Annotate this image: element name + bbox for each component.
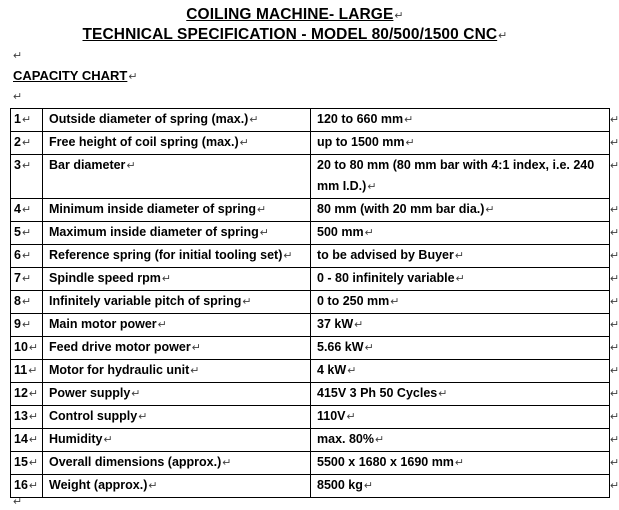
parameter-cell bbox=[43, 132, 311, 155]
end-of-cell-mark-icon: ↵ bbox=[485, 204, 495, 216]
value-cell bbox=[311, 406, 610, 429]
value-cell-text: 8500 kg bbox=[317, 478, 363, 492]
parameter-cell bbox=[43, 155, 311, 199]
end-of-cell-mark-icon: ↵ bbox=[455, 273, 465, 285]
row-number-text: 1 bbox=[14, 112, 21, 126]
end-of-cell-mark-icon: ↵ bbox=[28, 434, 39, 446]
parameter-cell bbox=[43, 360, 311, 383]
parameter-cell bbox=[43, 245, 311, 268]
row-number bbox=[11, 452, 43, 475]
parameter-cell-text: Outside diameter of spring (max.) bbox=[49, 112, 249, 126]
row-number bbox=[11, 222, 43, 245]
row-number-text: 16 bbox=[14, 478, 28, 492]
row-number-text: 7 bbox=[14, 271, 21, 285]
value-cell-text: 0 - 80 infinitely variable bbox=[317, 271, 455, 285]
end-of-cell-mark-icon: ↵ bbox=[28, 342, 39, 354]
parameter-cell-text: Maximum inside diameter of spring bbox=[49, 225, 259, 239]
parameter-cell-text: Bar diameter bbox=[49, 158, 126, 172]
row-number-text: 6 bbox=[14, 248, 21, 262]
end-of-cell-mark-icon: ↵ bbox=[138, 411, 148, 423]
parameter-cell bbox=[43, 475, 311, 498]
parameter-cell bbox=[43, 429, 311, 452]
paragraph-mark-icon: ↵ bbox=[128, 71, 138, 83]
value-cell-text: 0 to 250 mm bbox=[317, 294, 390, 308]
row-number-text: 4 bbox=[14, 202, 21, 216]
end-of-row-mark-icon: ↵ bbox=[610, 295, 619, 308]
end-of-cell-mark-icon: ↵ bbox=[21, 296, 32, 308]
end-of-cell-mark-icon: ↵ bbox=[256, 204, 267, 216]
end-of-row-mark-icon: ↵ bbox=[610, 203, 619, 216]
parameter-cell-text: Weight (approx.) bbox=[49, 478, 148, 492]
table-row bbox=[11, 291, 610, 314]
end-of-cell-mark-icon: ↵ bbox=[28, 457, 39, 469]
value-cell bbox=[311, 360, 610, 383]
value-cell bbox=[311, 268, 610, 291]
value-cell bbox=[311, 132, 610, 155]
end-of-row-mark-icon: ↵ bbox=[610, 226, 619, 239]
end-of-cell-mark-icon: ↵ bbox=[126, 160, 136, 172]
row-number-text: 10 bbox=[14, 340, 28, 354]
end-of-cell-mark-icon: ↵ bbox=[157, 319, 167, 331]
end-of-cell-mark-icon: ↵ bbox=[354, 319, 364, 331]
row-number bbox=[11, 314, 43, 337]
value-cell-text: 415V 3 Ph 50 Cycles bbox=[317, 386, 438, 400]
end-of-row-mark-icon: ↵ bbox=[610, 159, 619, 172]
row-number bbox=[11, 155, 43, 199]
end-of-cell-mark-icon: ↵ bbox=[364, 342, 374, 354]
table-row bbox=[11, 199, 610, 222]
parameter-cell-text: Control supply bbox=[49, 409, 138, 423]
end-of-cell-mark-icon: ↵ bbox=[239, 137, 249, 149]
end-of-cell-mark-icon: ↵ bbox=[28, 480, 39, 492]
table-row bbox=[11, 429, 610, 452]
empty-paragraph-mark-icon: ↵ bbox=[13, 91, 23, 103]
paragraph-mark-icon: ↵ bbox=[394, 10, 404, 22]
end-of-row-mark-icon: ↵ bbox=[610, 113, 619, 126]
end-of-cell-mark-icon: ↵ bbox=[374, 434, 385, 446]
parameter-cell bbox=[43, 314, 311, 337]
end-of-cell-mark-icon: ↵ bbox=[190, 365, 200, 377]
value-cell-text: 5.66 kW bbox=[317, 340, 364, 354]
row-number bbox=[11, 429, 43, 452]
table-row bbox=[11, 222, 610, 245]
value-cell-text: 120 to 660 mm bbox=[317, 112, 404, 126]
parameter-cell-text: Reference spring (for initial tooling set) bbox=[49, 248, 283, 262]
end-of-row-mark-icon: ↵ bbox=[610, 364, 619, 377]
value-cell bbox=[311, 383, 610, 406]
end-of-cell-mark-icon: ↵ bbox=[390, 296, 400, 308]
row-number bbox=[11, 360, 43, 383]
row-number-text: 3 bbox=[14, 158, 21, 172]
end-of-cell-mark-icon: ↵ bbox=[191, 342, 201, 354]
empty-paragraph-mark-icon: ↵ bbox=[13, 50, 23, 62]
end-of-cell-mark-icon: ↵ bbox=[28, 411, 39, 423]
parameter-cell bbox=[43, 337, 311, 360]
parameter-cell-text: Spindle speed rpm bbox=[49, 271, 161, 285]
value-cell-text: max. 80% bbox=[317, 432, 374, 446]
row-number-text: 11 bbox=[14, 363, 28, 377]
end-of-cell-mark-icon: ↵ bbox=[454, 457, 465, 469]
value-cell-text: 80 mm (with 20 mm bar dia.) bbox=[317, 202, 485, 216]
table-row bbox=[11, 360, 610, 383]
value-cell bbox=[311, 291, 610, 314]
end-of-cell-mark-icon: ↵ bbox=[222, 457, 232, 469]
row-number bbox=[11, 406, 43, 429]
end-of-row-mark-icon: ↵ bbox=[610, 136, 619, 149]
row-number bbox=[11, 337, 43, 360]
end-of-cell-mark-icon: ↵ bbox=[405, 137, 415, 149]
end-of-cell-mark-icon: ↵ bbox=[346, 411, 356, 423]
section-heading: CAPACITY CHART↵ bbox=[13, 68, 138, 83]
end-of-cell-mark-icon: ↵ bbox=[283, 250, 293, 262]
parameter-cell bbox=[43, 222, 311, 245]
end-of-row-mark-icon: ↵ bbox=[610, 318, 619, 331]
end-of-cell-mark-icon: ↵ bbox=[363, 480, 374, 492]
row-number bbox=[11, 199, 43, 222]
end-of-cell-mark-icon: ↵ bbox=[161, 273, 172, 285]
end-of-cell-mark-icon: ↵ bbox=[148, 480, 158, 492]
end-of-cell-mark-icon: ↵ bbox=[103, 434, 113, 446]
value-cell-text: 4 kW bbox=[317, 363, 347, 377]
parameter-cell bbox=[43, 199, 311, 222]
parameter-cell bbox=[43, 291, 311, 314]
parameter-cell-text: Free height of coil spring (max.) bbox=[49, 135, 239, 149]
document-title: COILING MACHINE- LARGE↵ bbox=[186, 6, 404, 23]
row-number-text: 9 bbox=[14, 317, 21, 331]
end-of-cell-mark-icon: ↵ bbox=[28, 365, 38, 377]
row-number bbox=[11, 109, 43, 132]
end-of-cell-mark-icon: ↵ bbox=[21, 319, 32, 331]
value-cell-text: 110V bbox=[317, 409, 346, 423]
paragraph-mark-icon: ↵ bbox=[498, 30, 508, 42]
end-of-cell-mark-icon: ↵ bbox=[21, 114, 32, 126]
end-of-row-mark-icon: ↵ bbox=[610, 387, 619, 400]
value-cell bbox=[311, 109, 610, 132]
end-of-cell-mark-icon: ↵ bbox=[21, 250, 32, 262]
value-cell bbox=[311, 314, 610, 337]
row-number bbox=[11, 268, 43, 291]
table-row bbox=[11, 452, 610, 475]
value-cell-text: 20 to 80 mm (80 mm bar with 4:1 index, i.e. 240 mm I.D.) bbox=[317, 158, 595, 193]
end-of-cell-mark-icon: ↵ bbox=[21, 273, 32, 285]
value-cell bbox=[311, 222, 610, 245]
end-of-cell-mark-icon: ↵ bbox=[28, 388, 39, 400]
end-of-row-mark-icon: ↵ bbox=[610, 410, 619, 423]
row-number bbox=[11, 245, 43, 268]
value-cell bbox=[311, 199, 610, 222]
end-of-cell-mark-icon: ↵ bbox=[438, 388, 448, 400]
parameter-cell-text: Main motor power bbox=[49, 317, 157, 331]
parameter-cell-text: Minimum inside diameter of spring bbox=[49, 202, 256, 216]
value-cell bbox=[311, 337, 610, 360]
end-of-cell-mark-icon: ↵ bbox=[367, 181, 377, 193]
table-row bbox=[11, 268, 610, 291]
end-of-cell-mark-icon: ↵ bbox=[404, 114, 414, 126]
table-row bbox=[11, 132, 610, 155]
parameter-cell-text: Humidity bbox=[49, 432, 103, 446]
end-of-row-mark-icon: ↵ bbox=[610, 249, 619, 262]
value-cell-text: to be advised by Buyer bbox=[317, 248, 454, 262]
row-number-text: 8 bbox=[14, 294, 21, 308]
table-row bbox=[11, 337, 610, 360]
row-number-text: 15 bbox=[14, 455, 28, 469]
row-number-text: 14 bbox=[14, 432, 28, 446]
parameter-cell bbox=[43, 268, 311, 291]
end-of-cell-mark-icon: ↵ bbox=[242, 296, 252, 308]
value-cell-text: 500 mm bbox=[317, 225, 364, 239]
end-of-cell-mark-icon: ↵ bbox=[21, 160, 32, 172]
row-number-text: 12 bbox=[14, 386, 28, 400]
table-row bbox=[11, 109, 610, 132]
value-cell bbox=[311, 429, 610, 452]
parameter-cell-text: Power supply bbox=[49, 386, 131, 400]
row-number-text: 2 bbox=[14, 135, 21, 149]
end-of-cell-mark-icon: ↵ bbox=[131, 388, 141, 400]
document-subtitle: TECHNICAL SPECIFICATION - MODEL 80/500/1500 CNC↵ bbox=[82, 26, 508, 43]
end-of-row-mark-icon: ↵ bbox=[610, 341, 619, 354]
parameter-cell-text: Motor for hydraulic unit bbox=[49, 363, 190, 377]
parameter-cell bbox=[43, 383, 311, 406]
parameter-cell-text: Infinitely variable pitch of spring bbox=[49, 294, 242, 308]
value-cell-text: 5500 x 1680 x 1690 mm bbox=[317, 455, 454, 469]
row-number-text: 13 bbox=[14, 409, 28, 423]
value-cell-text: 37 kW bbox=[317, 317, 354, 331]
parameter-cell bbox=[43, 109, 311, 132]
value-cell bbox=[311, 475, 610, 498]
end-of-cell-mark-icon: ↵ bbox=[21, 137, 32, 149]
table-row bbox=[11, 406, 610, 429]
value-cell bbox=[311, 452, 610, 475]
parameter-cell-text: Overall dimensions (approx.) bbox=[49, 455, 222, 469]
parameter-cell bbox=[43, 406, 311, 429]
table-row bbox=[11, 314, 610, 337]
empty-paragraph-mark-icon: ↵ bbox=[13, 496, 23, 508]
end-of-cell-mark-icon: ↵ bbox=[364, 227, 374, 239]
end-of-cell-mark-icon: ↵ bbox=[21, 204, 32, 216]
row-number bbox=[11, 291, 43, 314]
table-row bbox=[11, 383, 610, 406]
value-cell bbox=[311, 245, 610, 268]
end-of-row-mark-icon: ↵ bbox=[610, 433, 619, 446]
capacity-chart-table bbox=[10, 108, 610, 498]
table-row bbox=[11, 475, 610, 498]
end-of-cell-mark-icon: ↵ bbox=[21, 227, 32, 239]
row-number-text: 5 bbox=[14, 225, 21, 239]
end-of-row-mark-icon: ↵ bbox=[610, 479, 619, 492]
row-number bbox=[11, 132, 43, 155]
end-of-row-mark-icon: ↵ bbox=[610, 456, 619, 469]
end-of-cell-mark-icon: ↵ bbox=[259, 227, 269, 239]
table-row bbox=[11, 245, 610, 268]
end-of-row-mark-icon: ↵ bbox=[610, 272, 619, 285]
value-cell-text: up to 1500 mm bbox=[317, 135, 405, 149]
parameter-cell-text: Feed drive motor power bbox=[49, 340, 191, 354]
table-row bbox=[11, 155, 610, 199]
end-of-cell-mark-icon: ↵ bbox=[347, 365, 357, 377]
parameter-cell bbox=[43, 452, 311, 475]
row-number bbox=[11, 383, 43, 406]
end-of-cell-mark-icon: ↵ bbox=[454, 250, 465, 262]
value-cell bbox=[311, 155, 610, 199]
end-of-cell-mark-icon: ↵ bbox=[249, 114, 259, 126]
